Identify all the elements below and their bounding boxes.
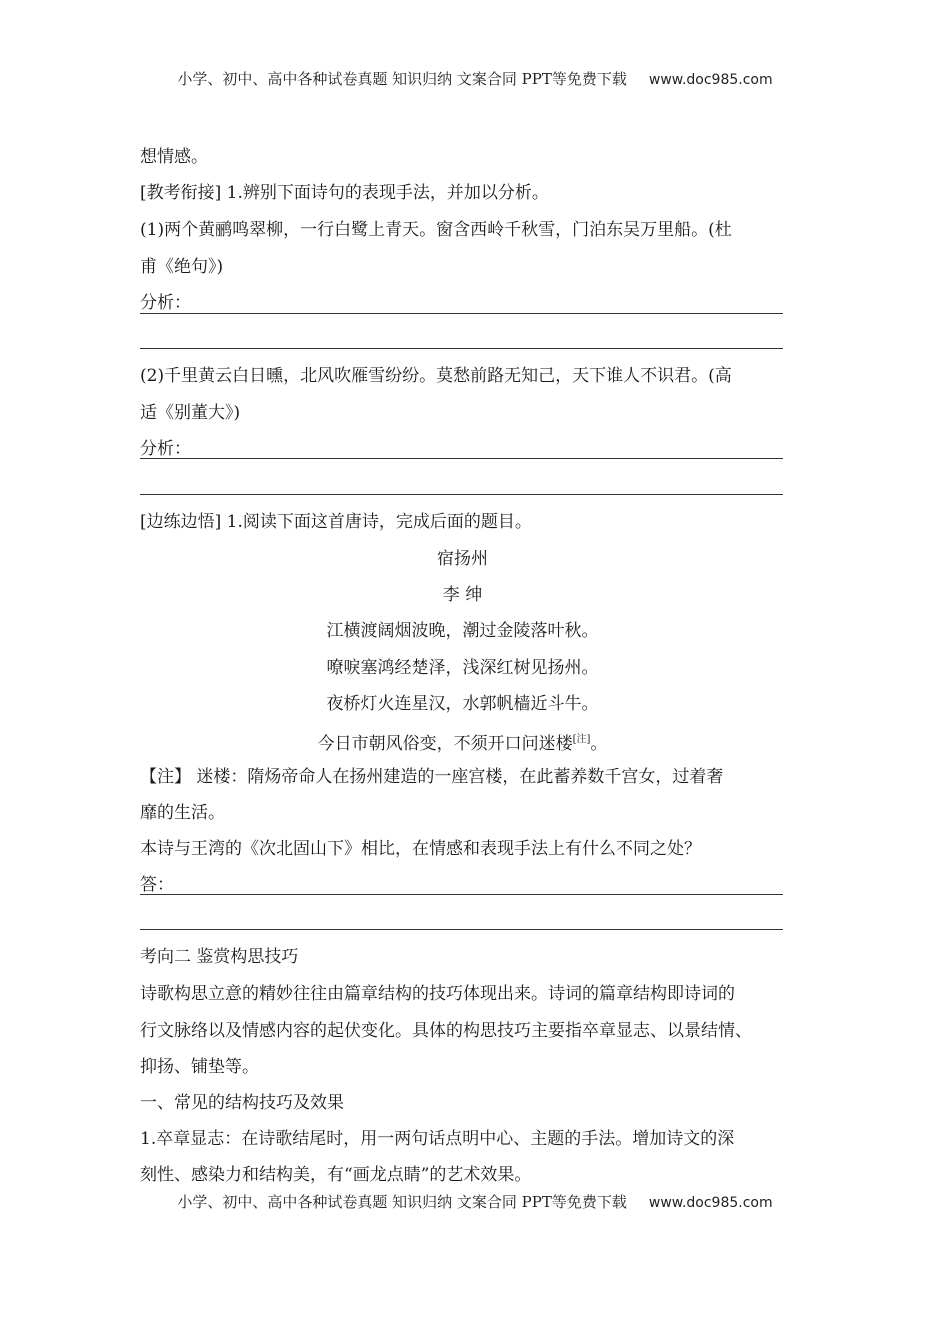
page-footer xyxy=(0,1191,950,1212)
analysis-label-1 xyxy=(140,292,785,314)
section-paragraph: 诗歌构思立意的精妙往往由篇章结构的技巧体现出来。诗词的篇章结构即诗词的 xyxy=(140,984,735,1004)
analysis-label: 分析： xyxy=(140,293,191,313)
analysis-label-2 xyxy=(140,438,785,460)
poem-source-2: 适《别董大》) xyxy=(140,403,241,423)
header-text: 小学、初中、高中各种试卷真题 知识归纳 文案合同 PPT等免费下载 xyxy=(177,70,627,88)
note-marker: [注] xyxy=(572,734,591,745)
poem-question-1: (1)两个黄鹂鸣翠柳，一行白鹭上青天。窗含西岭千秋雪，门泊东吴万里船。(杜 xyxy=(140,220,732,240)
section-paragraph: 1.卒章显志：在诗歌结尾时，用一两句话点明中心、主题的手法。增加诗文的深 xyxy=(140,1129,735,1149)
poem-author: 李 绅 xyxy=(442,585,483,605)
answer-label: 答： xyxy=(140,875,174,895)
section-title: 考向二 鉴赏构思技巧 xyxy=(140,947,299,967)
poem-source-1: 甫《绝句》) xyxy=(140,257,224,277)
poem-last-line xyxy=(140,729,785,755)
answer-line[interactable] xyxy=(140,458,783,459)
answer-label-row xyxy=(140,874,785,896)
section-paragraph: 抑扬、铺垫等。 xyxy=(140,1057,259,1077)
answer-line[interactable] xyxy=(140,348,783,349)
poem-question-2: (2)千里黄云白日曛，北风吹雁雪纷纷。莫愁前路无知己，天下谁人不识君。(高 xyxy=(140,366,732,386)
note-line: 【注】 迷楼：隋炀帝命人在扬州建造的一座宫楼，在此蓄养数千宫女，过着奢 xyxy=(140,767,724,787)
practice-heading: [边练边悟] 1.阅读下面这首唐诗，完成后面的题目。 xyxy=(140,512,532,532)
subsection-title: 一、常见的结构技巧及效果 xyxy=(140,1093,344,1113)
poem-punct: 。 xyxy=(590,734,608,754)
answer-line[interactable] xyxy=(140,313,783,314)
header-site: www.doc985.com xyxy=(648,72,773,88)
answer-line[interactable] xyxy=(140,894,783,895)
question-text: 本诗与王湾的《次北固山下》相比，在情感和表现手法上有什么不同之处？ xyxy=(140,839,701,859)
poem-title: 宿扬州 xyxy=(437,549,488,569)
exercise-heading: [教考衔接] 1.辨别下面诗句的表现手法，并加以分析。 xyxy=(140,183,549,203)
poem-line: 今日市朝风俗变，不须开口问迷楼 xyxy=(317,734,573,754)
section-paragraph: 行文脉络以及情感内容的起伏变化。具体的构思技巧主要指卒章显志、以景结情、 xyxy=(140,1021,752,1041)
section-paragraph: 刻性、感染力和结构美，有“画龙点睛”的艺术效果。 xyxy=(140,1165,532,1185)
footer-text: 小学、初中、高中各种试卷真题 知识归纳 文案合同 PPT等免费下载 xyxy=(177,1193,627,1211)
answer-line[interactable] xyxy=(140,494,783,495)
footer-site: www.doc985.com xyxy=(648,1195,773,1211)
poem-line: 夜桥灯火连星汉，水郭帆樯近斗牛。 xyxy=(326,694,599,714)
poem-line: 江横渡阔烟波晚，潮过金陵落叶秋。 xyxy=(326,621,599,641)
text-line: 想情感。 xyxy=(140,147,208,167)
note-line: 靡的生活。 xyxy=(140,803,225,823)
page-header xyxy=(0,68,950,89)
analysis-label: 分析： xyxy=(140,439,191,459)
answer-line[interactable] xyxy=(140,929,783,930)
poem-line: 嘹唳塞鸿经楚泽，浅深红树见扬州。 xyxy=(326,658,599,678)
